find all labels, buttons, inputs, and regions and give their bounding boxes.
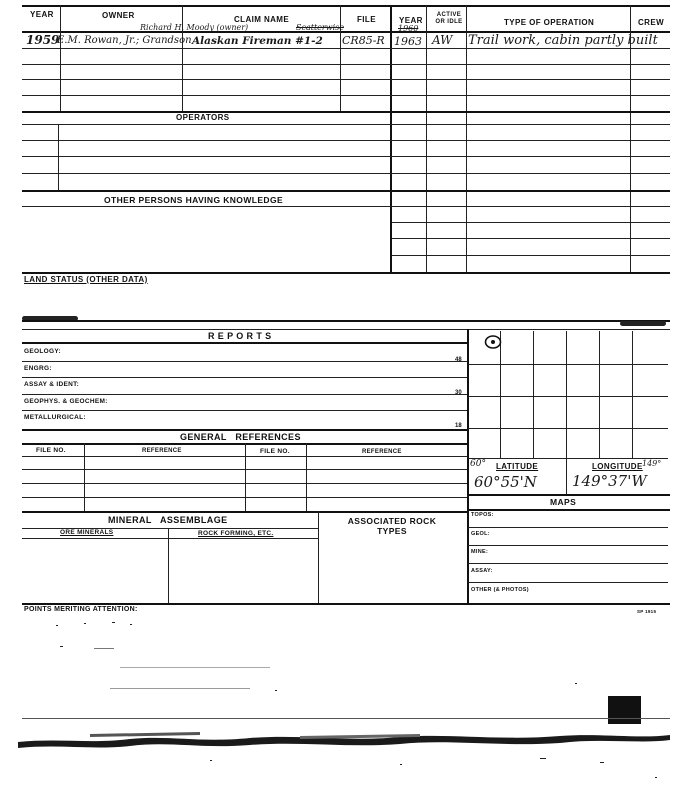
ref-header-file-no-2: FILE NO. — [260, 448, 290, 455]
header-type-of-operation: TYPE OF OPERATION — [504, 18, 595, 27]
entry-year-2: 1963 — [394, 35, 422, 48]
rock-forming-label: ROCK FORMING, ETC. — [198, 530, 274, 537]
header-owner: OWNER — [102, 11, 135, 20]
bottom-smear — [0, 724, 678, 754]
entry-type-of-operation: Trail work, cabin partly built — [468, 33, 658, 48]
entry-active-or-idle: AW — [432, 33, 453, 47]
map-mine: MINE: — [471, 549, 489, 555]
general-references-title: GENERAL REFERENCES — [180, 432, 301, 442]
lat-prefix: 60° — [470, 459, 486, 469]
report-assay: ASSAY & IDENT: — [24, 381, 80, 388]
report-geology: GEOLOGY: — [24, 348, 61, 355]
associated-rock-types: ASSOCIATED ROCK TYPES — [347, 516, 437, 536]
header-year: YEAR — [30, 10, 54, 19]
other-persons-label: OTHER PERSONS HAVING KNOWLEDGE — [104, 195, 284, 205]
ref-header-reference-2: REFERENCE — [362, 449, 402, 455]
ore-minerals-label: ORE MINERALS — [60, 529, 114, 536]
map-other: OTHER (& PHOTOS) — [471, 587, 529, 593]
longitude-value: 149°37'W — [572, 472, 647, 490]
report-geophys: GEOPHYS. & GEOCHEM: — [24, 398, 108, 405]
location-marker-icon — [484, 334, 502, 350]
maps-title: MAPS — [550, 497, 577, 507]
entry-year: 1959 — [26, 33, 60, 47]
report-engrg: ENGRG: — [24, 365, 52, 372]
ref-header-file-no-1: FILE NO. — [36, 447, 66, 454]
entry-file: CR85-R — [342, 34, 385, 47]
form-id: SP 1915 — [637, 609, 657, 614]
latitude-label: LATITUDE — [496, 462, 539, 471]
map-assay: ASSAY: — [471, 568, 493, 574]
header-active-or-idle: ACTIVE OR IDLE — [435, 12, 463, 25]
report-assay-num: 30 — [455, 390, 462, 396]
header-file: FILE — [357, 15, 376, 24]
entry-year-2-note: 1960 — [398, 24, 419, 33]
map-topos: TOPOS: — [471, 512, 494, 518]
entry-owner-note: Richard H. Moody (owner) — [140, 23, 249, 32]
header-crew: CREW — [638, 18, 665, 27]
map-geol: GEOL: — [471, 531, 490, 537]
ref-header-reference-1: REFERENCE — [142, 448, 182, 454]
mineral-title: MINERAL ASSEMBLAGE — [108, 515, 228, 525]
land-status-label: LAND STATUS (OTHER DATA) — [24, 275, 148, 284]
header-year-2: YEAR — [399, 16, 423, 25]
header-claim-name: CLAIM NAME — [234, 15, 290, 24]
entry-claim-note: Scatterwise — [296, 23, 344, 32]
long-prefix: 149° — [642, 459, 662, 468]
entry-claim-name: Alaskan Fireman #1-2 — [192, 35, 323, 47]
report-geology-num: 48 — [455, 357, 462, 363]
report-metallurgical-num: 18 — [455, 423, 462, 429]
latitude-value: 60°55'N — [474, 473, 537, 491]
longitude-label: LONGITUDE — [592, 462, 643, 471]
operators-label: OPERATORS — [176, 113, 230, 122]
report-metallurgical: METALLURGICAL: — [24, 414, 86, 421]
reports-title: R E P O R T S — [208, 331, 272, 341]
entry-owner: E.M. Rowan, Jr.; Grandson — [57, 35, 192, 46]
points-meriting-attention: POINTS MERITING ATTENTION: — [24, 606, 138, 613]
